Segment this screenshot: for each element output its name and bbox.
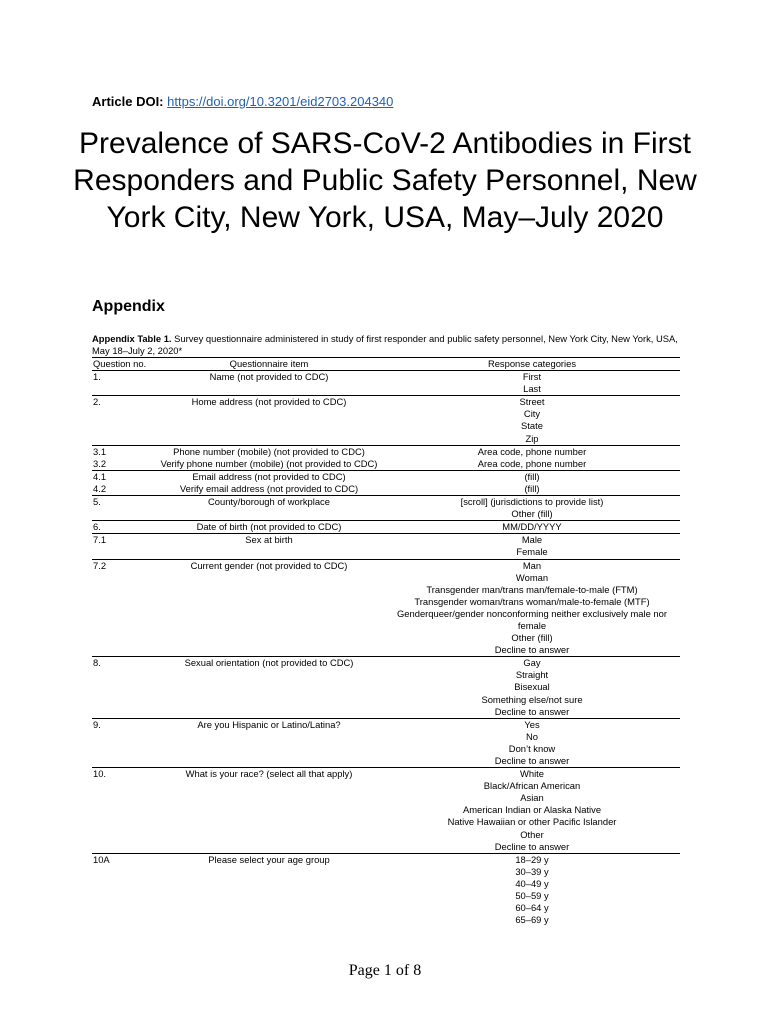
table-row	[92, 370, 680, 395]
response-option: [scroll] (jurisdictions to provide list)	[460, 496, 604, 508]
table-row	[92, 559, 680, 657]
response-option: Decline to answer	[494, 840, 570, 852]
table-header-row	[92, 358, 680, 370]
table-row	[92, 495, 680, 520]
question-number: 8.	[93, 657, 101, 669]
table-row	[92, 458, 680, 470]
response-option: Area code, phone number	[477, 445, 587, 457]
response-option: 60–64 y	[515, 902, 549, 914]
table-row	[92, 520, 680, 533]
response-option: MM/DD/YYYY	[502, 521, 562, 533]
table-row	[92, 656, 680, 717]
response-option: Transgender man/trans man/female-to-male (FTM)	[426, 583, 638, 595]
response-option: No	[526, 730, 538, 742]
questionnaire-item: Date of birth (not provided to CDC)	[196, 521, 342, 533]
response-option: Street	[519, 396, 545, 408]
questionnaire-item: Verify email address (not provided to CDC)	[179, 482, 359, 494]
questionnaire-item: Current gender (not provided to CDC)	[190, 559, 348, 571]
header-response-categories: Response categories	[487, 358, 577, 369]
response-option: Don’t know	[508, 742, 556, 754]
response-option: Other	[520, 828, 544, 840]
response-option: 40–49 y	[515, 877, 549, 889]
table-row	[92, 767, 680, 853]
survey-table	[92, 357, 680, 926]
questionnaire-item: Phone number (mobile) (not provided to CDC)	[173, 445, 365, 457]
response-option: Female	[516, 546, 548, 558]
question-number: 9.	[93, 718, 101, 730]
response-option: Asian	[520, 792, 544, 804]
response-option: Area code, phone number	[477, 457, 587, 469]
response-option: Man	[522, 559, 542, 571]
questionnaire-item: County/borough of workplace	[208, 496, 330, 508]
response-option: First	[522, 371, 542, 383]
response-option: Male	[521, 534, 543, 546]
response-option: Decline to answer	[494, 644, 570, 656]
question-number: 2.	[93, 396, 101, 408]
questionnaire-item: Home address (not provided to CDC)	[191, 396, 347, 408]
response-option: 18–29 y	[515, 853, 549, 865]
questionnaire-item: Are you Hispanic or Latino/Latina?	[197, 718, 341, 730]
response-categories	[384, 471, 680, 483]
doi-label: Article DOI:	[92, 94, 164, 109]
question-number: 1.	[93, 371, 101, 383]
table-row	[92, 445, 680, 458]
table-caption-label: Appendix Table 1.	[92, 333, 172, 344]
header-question-no: Question no.	[93, 358, 147, 369]
response-categories	[384, 496, 680, 520]
response-option: City	[523, 408, 541, 420]
table-row	[92, 718, 680, 767]
response-categories	[384, 854, 680, 927]
response-option: 50–59 y	[515, 890, 549, 902]
response-categories	[384, 560, 680, 657]
questionnaire-item: Verify phone number (mobile) (not provided to CDC)	[160, 457, 378, 469]
table-row	[92, 483, 680, 495]
response-option: 65–69 y	[515, 914, 549, 926]
response-option: Bisexual	[514, 681, 550, 693]
response-categories	[384, 396, 680, 444]
response-option: Genderqueer/gender nonconforming neither exclusively male nor female	[397, 607, 667, 631]
table-caption	[92, 333, 682, 357]
question-number: 3.1	[93, 445, 107, 457]
question-number: 3.2	[93, 457, 107, 469]
questionnaire-item: Sex at birth	[245, 534, 293, 546]
response-option: Last	[523, 383, 541, 395]
questionnaire-item: Sexual orientation (not provided to CDC)	[184, 657, 354, 669]
questionnaire-item: Please select your age group	[208, 853, 330, 865]
response-option: Other (fill)	[511, 632, 553, 644]
response-option: Woman	[515, 571, 549, 583]
response-option: (fill)	[524, 482, 540, 494]
response-option: Gay	[523, 657, 541, 669]
response-option: White	[520, 768, 544, 780]
question-number: 5.	[93, 496, 101, 508]
response-option: American Indian or Alaska Native	[462, 804, 602, 816]
response-categories	[384, 458, 680, 470]
response-option: Decline to answer	[494, 705, 570, 717]
response-option: State	[521, 420, 543, 432]
response-categories	[384, 719, 680, 767]
question-number: 6.	[93, 521, 101, 533]
response-categories	[384, 657, 680, 717]
response-option: Decline to answer	[494, 755, 570, 766]
response-categories	[384, 446, 680, 458]
table-caption-text: Survey questionnaire administered in study of first responder and public safety personnel, New York City, New York, USA, May 18–July 2, 2020*	[92, 333, 678, 356]
section-heading: Appendix	[92, 298, 165, 315]
table-row	[92, 853, 680, 927]
table-row	[92, 470, 680, 483]
response-option: Black/African American	[483, 780, 581, 792]
question-number: 4.2	[93, 482, 107, 494]
question-number: 7.2	[93, 559, 107, 571]
response-option: Straight	[515, 669, 549, 681]
question-number: 10.	[93, 768, 107, 780]
question-number: 10A	[93, 853, 110, 865]
response-option: Transgender woman/trans woman/male-to-female (MTF)	[414, 595, 650, 607]
questionnaire-item: Name (not provided to CDC)	[209, 371, 329, 383]
response-option: (fill)	[524, 470, 540, 482]
response-categories	[384, 521, 680, 533]
questionnaire-item: Email address (not provided to CDC)	[192, 470, 346, 482]
questionnaire-item: What is your race? (select all that apply)	[185, 768, 353, 780]
response-categories	[384, 768, 680, 853]
page-number: Page 1 of 8	[348, 962, 422, 979]
response-option: Zip	[525, 432, 539, 444]
response-option: Native Hawaiian or other Pacific Islander	[447, 816, 617, 828]
article-doi	[92, 93, 393, 111]
header-questionnaire-item: Questionnaire item	[229, 358, 309, 369]
table-row	[92, 395, 680, 444]
table-row	[92, 533, 680, 558]
table-body	[92, 370, 680, 926]
response-option: 30–39 y	[515, 865, 549, 877]
paper-title: Prevalence of SARS-CoV-2 Antibodies in First Responders and Public Safety Personnel, New York City, New York, USA, May–July 2020	[73, 127, 697, 234]
response-option: Other (fill)	[511, 508, 553, 520]
question-number: 4.1	[93, 470, 107, 482]
response-categories	[384, 483, 680, 495]
response-categories	[384, 534, 680, 558]
question-number: 7.1	[93, 534, 107, 546]
response-categories	[384, 371, 680, 395]
response-option: Something else/not sure	[481, 693, 583, 705]
response-option: Yes	[524, 718, 540, 730]
doi-link[interactable]: https://doi.org/10.3201/eid2703.204340	[167, 94, 394, 109]
